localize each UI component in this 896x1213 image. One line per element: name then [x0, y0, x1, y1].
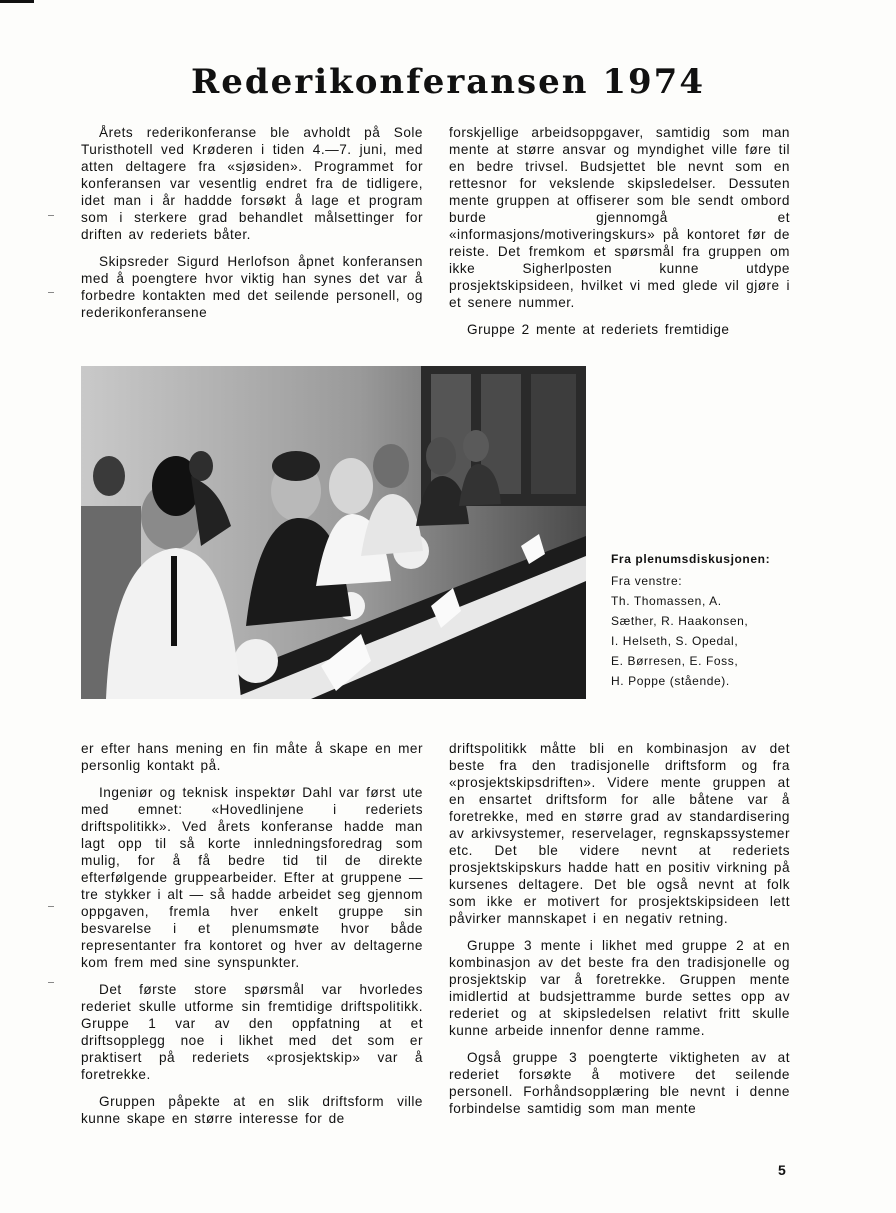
- paragraph: Også gruppe 3 poengterte viktigheten av at rederiet forsøkte å motivere det seilende personell. Forhåndsopplæring ble nevnt i denne forbindelse samtidig som man mente: [449, 1050, 790, 1116]
- caption-line: Sæther, R. Haakonsen,: [611, 614, 749, 628]
- caption-line: H. Poppe (stående).: [611, 674, 730, 688]
- paragraph: er efter hans mening en fin måte å skape en mer personlig kontakt på.: [81, 741, 423, 773]
- paragraph: Årets rederikonferanse ble avholdt på Sole Turisthotell ved Krøderen i tiden 4.—7. juni, med atten deltagere fra «sjøsiden». Programmet for konferansen var vesentlig endret fra de tidligere, idet man i år haddde forsøkt å lage et program som i sterkere grad behandlet målsettinger for driften av rederiets båter.: [81, 125, 423, 242]
- paragraph: Det første store spørsmål var hvorledes rederiet skulle utforme sin fremtidige driftspolitikk. Gruppe 1 var av den oppfatning at et driftsopplegg noe i likhet med det som er praktisert på rederiets «prosjektskip» var å foretrekke.: [81, 982, 423, 1082]
- article-column-bottom-left: [81, 740, 423, 1137]
- paragraph: forskjellige arbeidsoppgaver, samtidig som man mente at større ansvar og myndighet ville føre til en bedre trivsel. Budsjettet ble nevnt som en rettesnor for vekslende skipsledelser. Dessuten mente gruppen at offiserer som ble sendt ombord burde gjennomgå et «informasjons/motiveringskurs» på kontoret før de reiste. Det fremkom et spørsmål fra gruppen om ikke Sigherlposten kunne utdype prosjektskipsideen, hvilket vi med glede vil gjøre i et senere nummer.: [449, 125, 790, 310]
- paragraph: Gruppe 2 mente at rederiets fremtidige: [467, 322, 730, 337]
- caption-line: Th. Thomassen, A.: [611, 594, 722, 608]
- meeting-photo: [81, 366, 586, 699]
- paragraph: Ingeniør og teknisk inspektør Dahl var først ute med emnet: «Hovedlinjene i rederiets driftspolitikk». Ved årets konferanse hadde man lagt opp til så korte innledningsforedrag som mulig, for å få bedre tid til de direkte efterfølgende gruppearbeider. Efter at gruppene — tre stykker i alt — så hadde arbeidet seg gjennom oppgaven, fremla hver enkelt gruppe sin besvarelse i et plenumsmøte hvor både representanter fra kontoret og hver av deltagerne kom frem med sine synspunkter.: [81, 785, 423, 970]
- article-column-top-right: [449, 124, 790, 348]
- page-number: 5: [778, 1162, 786, 1178]
- article-column-top-left: [81, 124, 423, 331]
- page-title: Rederikonferansen 1974: [191, 62, 705, 102]
- caption-line: I. Helseth, S. Opedal,: [611, 634, 739, 648]
- margin-mark: [48, 215, 54, 216]
- paragraph: Skipsreder Sigurd Herlofson åpnet konferansen med å poengtere hvor viktig han synes det var å forbedre kontakten med det seilende personell, og rederikonferansene: [81, 254, 423, 320]
- caption-line: Fra venstre:: [611, 574, 683, 588]
- article-column-bottom-right: [449, 740, 790, 1127]
- paragraph: driftspolitikk måtte bli en kombinasjon av det beste fra den tradisjonelle driftsform og fra «prosjektskipsdriften». Videre mente gruppen at en ensartet driftsform for alle båtene var å foretrekke, med en større grad av standardisering av arkivsystemer, reservelager, regnskapssystemer etc. Det ble videre nevnt at rederiets prosjektskipskurs hadde hatt en positiv virkning på kursenes deltagere. Det ble også nevnt at folk som ikke er motivert for prosjektskipsideen lett påvirker mannskapet i en negativ retning.: [449, 741, 790, 926]
- margin-mark: [48, 906, 54, 907]
- margin-mark: [48, 982, 54, 983]
- margin-mark: [48, 292, 54, 293]
- meeting-photo-illustration: [81, 366, 586, 699]
- caption-title: Fra plenumsdiskusjonen:: [611, 552, 771, 566]
- caption-line: E. Børresen, E. Foss,: [611, 654, 739, 668]
- paragraph: Gruppen påpekte at en slik driftsform ville kunne skape en større interesse for de: [81, 1094, 423, 1126]
- photo-caption: [611, 549, 801, 691]
- paragraph: Gruppe 3 mente i likhet med gruppe 2 at en kombinasjon av det beste fra den tradisjonelle og prosjektskip var å foretrekke. Gruppen mente imidlertid at budsjettramme burde settes opp av rederiet og at skipsledelsen relativt fritt skulle kunne arbeide innenfor denne ramme.: [449, 938, 790, 1038]
- corner-mark: [0, 0, 34, 3]
